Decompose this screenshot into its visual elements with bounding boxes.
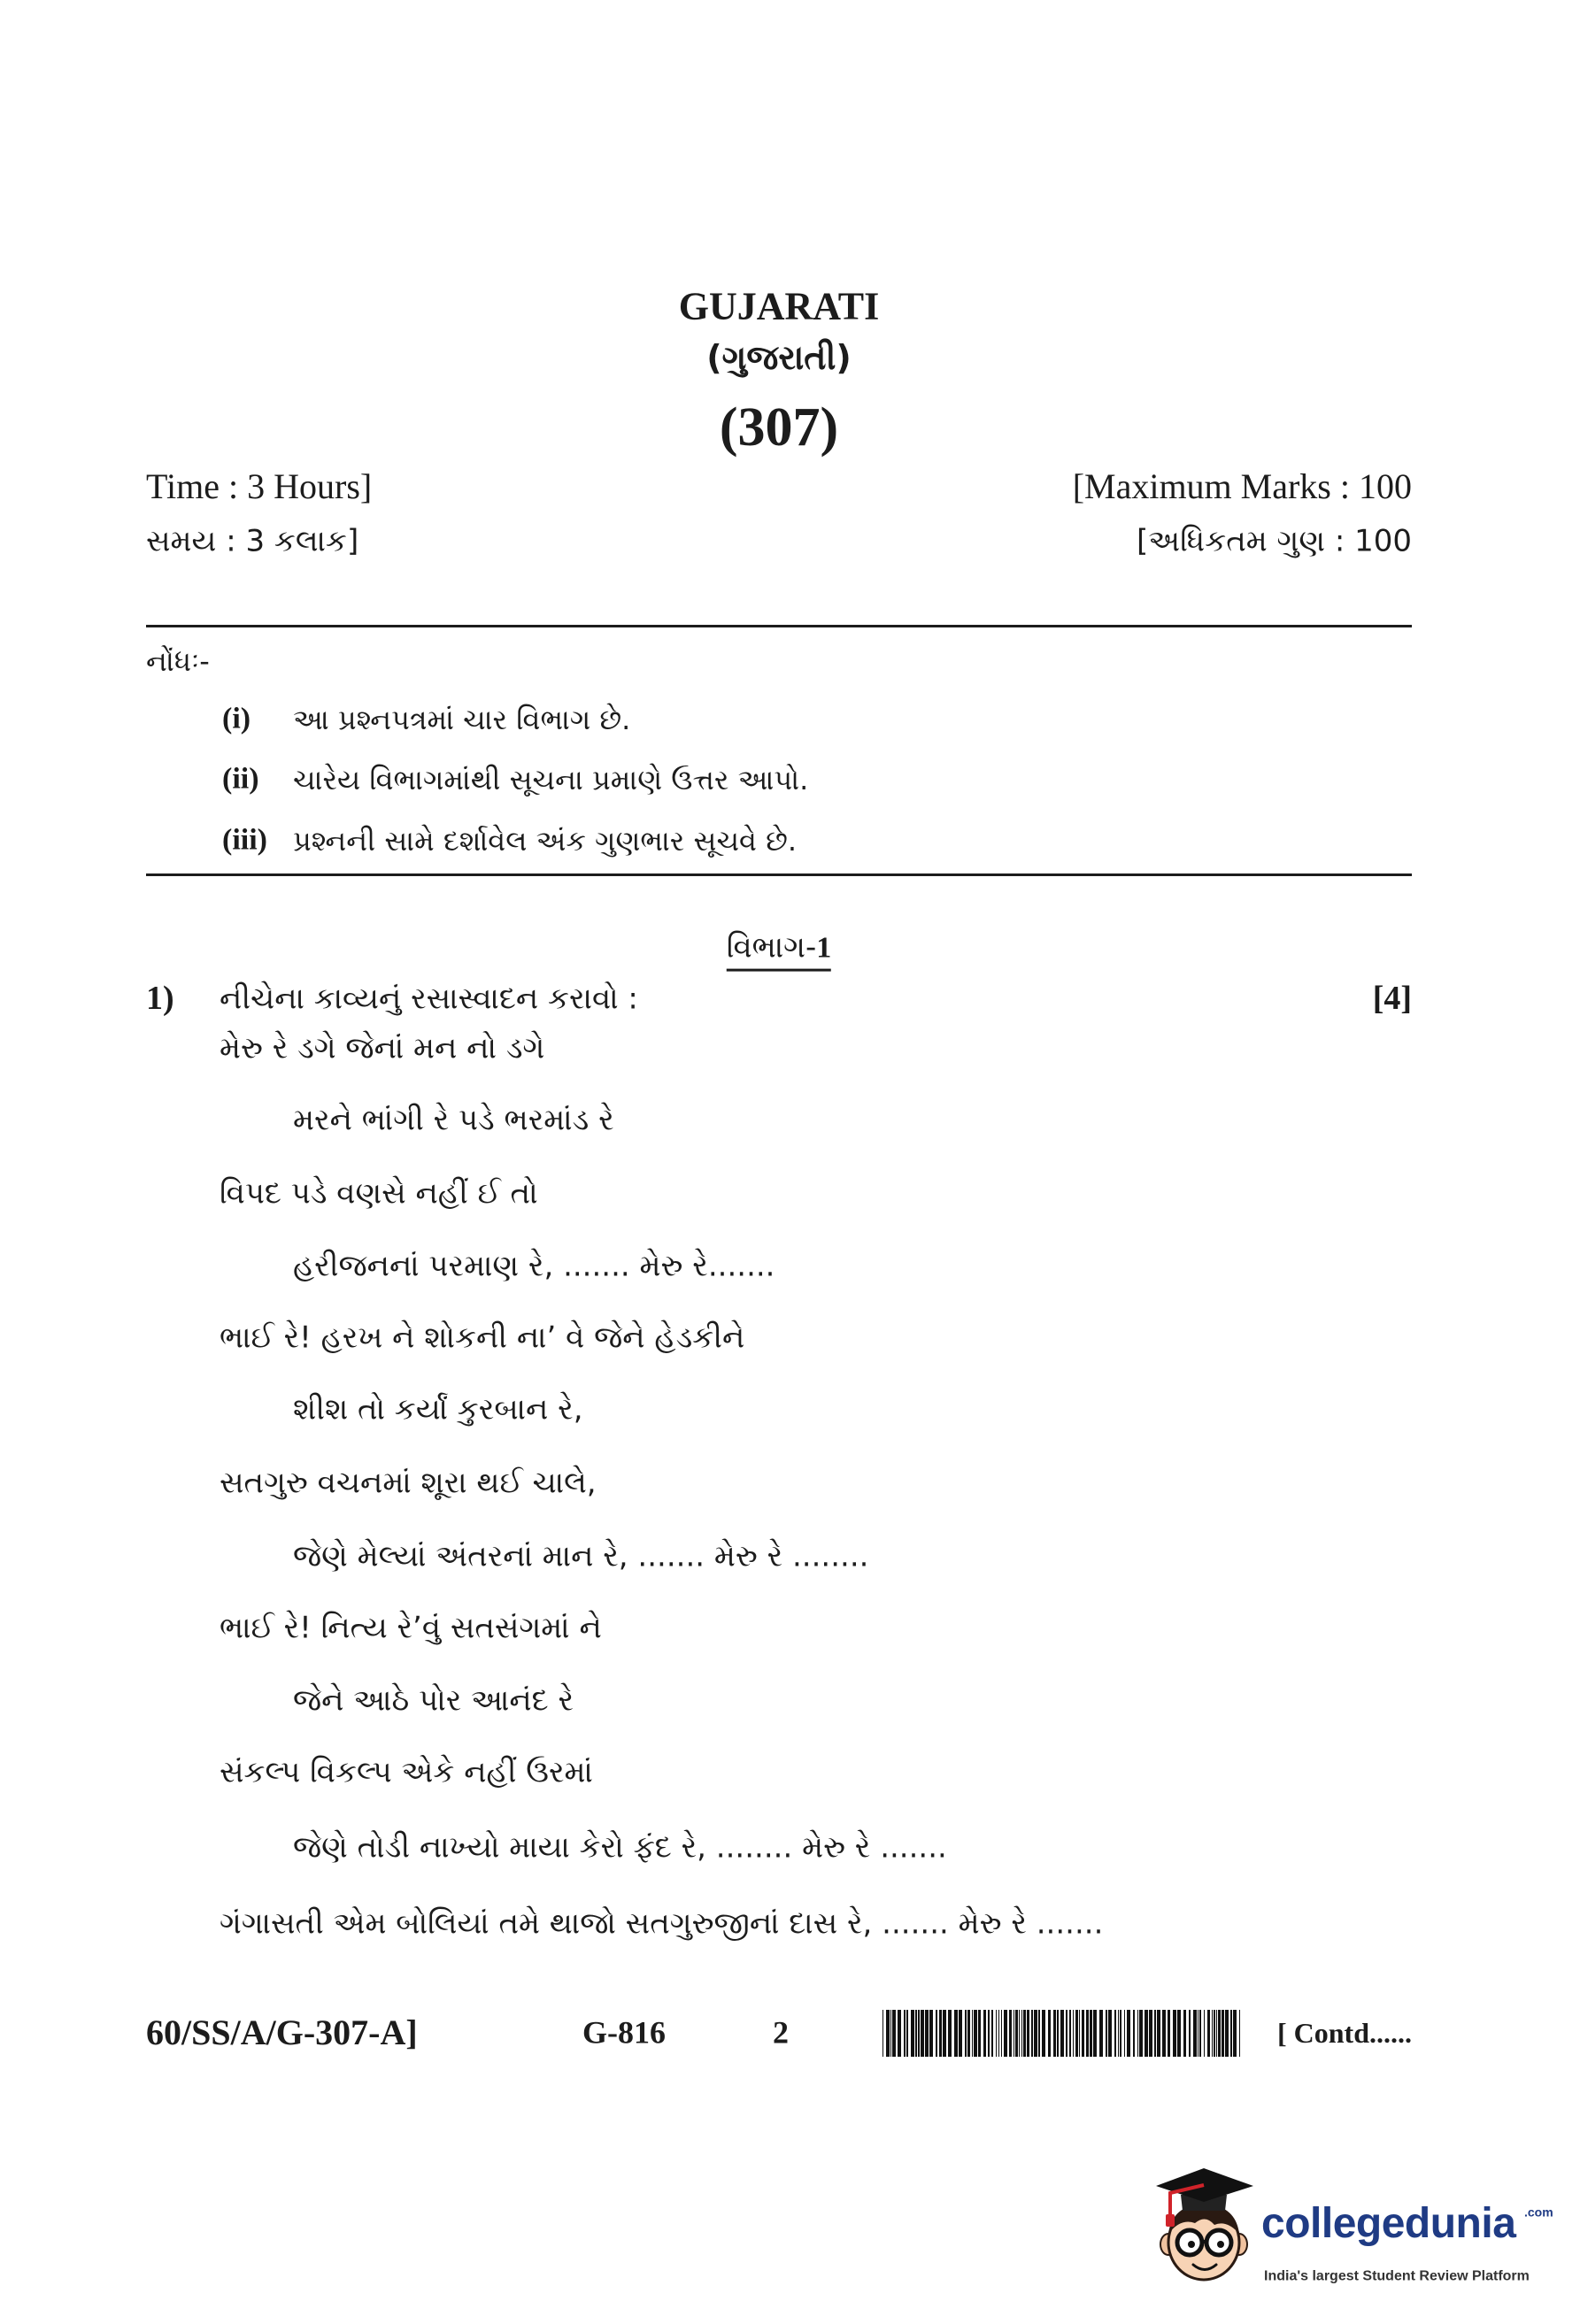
barcode-bar <box>1027 2010 1029 2057</box>
subject-title-gujarati: (ગુજરાતી) <box>706 338 852 378</box>
barcode-bar <box>954 2010 958 2057</box>
barcode-bar <box>1053 2010 1056 2057</box>
poem-line: જેણે તોડી નાખ્યો માયા કેરો ફંદ રે, ........ મેરુ રે ....... <box>293 1829 947 1866</box>
barcode-bar <box>886 2010 890 2057</box>
brand-domain: .com <box>1524 2205 1553 2220</box>
barcode-bar <box>1099 2010 1103 2057</box>
barcode-bar <box>1225 2010 1229 2057</box>
note-number: (i) <box>222 702 251 735</box>
barcode-bar <box>983 2010 986 2057</box>
barcode-bar <box>1090 2010 1092 2057</box>
barcode-bar <box>1189 2010 1191 2057</box>
barcode-bar <box>1079 2010 1080 2057</box>
barcode-bar <box>1042 2010 1045 2057</box>
mascot-icon <box>1149 2159 1260 2292</box>
poem-line: શીશ તો કર્યાં કુરબાન રે, <box>293 1391 583 1427</box>
barcode-bar <box>1060 2010 1064 2057</box>
barcode-bar <box>1154 2010 1156 2057</box>
note-text: ચારેય વિભાગમાંથી સૂચના પ્રમાણે ઉત્તર આપો. <box>293 762 809 796</box>
brand-wordmark: collegedunia <box>1261 2200 1516 2248</box>
barcode-bar <box>906 2010 908 2057</box>
barcode-bar <box>1168 2010 1170 2057</box>
barcode-bar <box>1009 2010 1012 2057</box>
mascot-tassel <box>1166 2214 1175 2227</box>
barcode-bar <box>1173 2010 1176 2057</box>
barcode-bar <box>911 2010 914 2057</box>
poem-line: હરીજનનાં પરમાણ રે, ....... મેરુ રે....... <box>293 1248 775 1284</box>
barcode-bar <box>1216 2010 1217 2057</box>
barcode-bar <box>918 2010 920 2057</box>
barcode-bar <box>972 2010 973 2057</box>
barcode-bar <box>1124 2010 1125 2057</box>
barcode-bar <box>1019 2010 1020 2057</box>
section-label: વિભાગ- <box>726 929 817 966</box>
subject-code: (307) <box>719 396 839 458</box>
poem-line: ગંગાસતી એમ બોલિયાં તમે થાજો સતગુરુજીનાં દાસ રે, ....... મેરુ રે ....... <box>220 1905 1104 1942</box>
barcode-bar <box>998 2010 999 2057</box>
barcode-bar <box>1038 2010 1040 2057</box>
subject-title: GUJARATI <box>678 284 880 328</box>
mascot-pupil-left <box>1188 2241 1195 2248</box>
barcode-bar <box>1212 2010 1213 2057</box>
poem-line: ભાઈ રે! નિત્ય રે’વું સતસંગમાં ને <box>220 1610 602 1646</box>
barcode <box>882 2010 1241 2057</box>
note-text: પ્રશ્નની સામે દર્શાવેલ અંક ગુણભાર સૂચવે છે. <box>293 823 798 858</box>
barcode-bar <box>1145 2010 1148 2057</box>
barcode-bar <box>925 2010 929 2057</box>
mascot-pupil-right <box>1217 2241 1224 2248</box>
divider-bottom <box>146 873 1412 876</box>
barcode-bar <box>890 2010 891 2057</box>
question-prompt: નીચેના કાવ્યનું રસાસ્વાદન કરાવો : <box>220 981 638 1017</box>
barcode-bar <box>1214 2010 1215 2057</box>
barcode-bar <box>939 2010 942 2057</box>
time-english: Time : 3 Hours] <box>146 466 373 506</box>
barcode-bar <box>967 2010 970 2057</box>
max-marks-gujarati: [અધિકતમ ગુણ : 100 <box>1136 523 1412 559</box>
barcode-bar <box>915 2010 917 2057</box>
barcode-bar <box>965 2010 967 2057</box>
barcode-bar <box>1021 2010 1022 2057</box>
poem-line: સતગુરુ વચનમાં શૂરા થઈ ચાલે, <box>220 1465 597 1501</box>
barcode-bar <box>1230 2010 1232 2057</box>
barcode-bar <box>898 2010 901 2057</box>
barcode-bar <box>991 2010 993 2057</box>
barcode-bar <box>921 2010 924 2057</box>
footer-continued: [ Contd...... <box>1276 2016 1412 2049</box>
barcode-bar <box>1034 2010 1037 2057</box>
barcode-bar <box>1218 2010 1221 2057</box>
barcode-bar <box>929 2010 933 2057</box>
barcode-bar <box>1133 2010 1135 2057</box>
barcode-bar <box>1193 2010 1197 2057</box>
barcode-bar <box>1004 2010 1007 2057</box>
barcode-bar <box>1075 2010 1078 2057</box>
question-marks: [4] <box>1372 980 1412 1018</box>
poem-line: મેરુ રે ડગે જેનાં મન નો ડગે <box>220 1030 545 1066</box>
barcode-bar <box>1114 2010 1116 2057</box>
barcode-bar <box>1239 2010 1240 2057</box>
section-number: 1 <box>816 931 832 965</box>
barcode-bar <box>978 2010 981 2057</box>
barcode-bar <box>1120 2010 1121 2057</box>
barcode-bar <box>988 2010 990 2057</box>
barcode-bar <box>1199 2010 1201 2057</box>
note-number: (ii) <box>222 762 259 796</box>
barcode-bar <box>1157 2010 1160 2057</box>
barcode-bar <box>1048 2010 1051 2057</box>
barcode-bar <box>974 2010 977 2057</box>
barcode-bar <box>936 2010 937 2057</box>
barcode-bar <box>948 2010 952 2057</box>
barcode-bar <box>1149 2010 1152 2057</box>
barcode-bar <box>882 2010 883 2057</box>
barcode-bar <box>1207 2010 1210 2057</box>
poem-line: જેણે મેલ્યાં અંતરનાં માન રે, ....... મેરુ રે ........ <box>293 1538 869 1574</box>
barcode-bar <box>1108 2010 1112 2057</box>
footer-paper-code: 60/SS/A/G-307-A] <box>146 2012 418 2052</box>
section-heading-underline <box>727 930 831 972</box>
barcode-bar <box>1183 2010 1186 2057</box>
barcode-bar <box>1086 2010 1089 2057</box>
max-marks-english: [Maximum Marks : 100 <box>1072 466 1412 506</box>
barcode-bar <box>1057 2010 1059 2057</box>
barcode-bar <box>1204 2010 1205 2057</box>
poem-line: વિપદ પડે વણસે નહીં ઈ તો <box>220 1175 538 1212</box>
note-text: આ પ્રશ્નપત્રમાં ચાર વિભાગ છે. <box>293 702 631 736</box>
brand-tagline: India's largest Student Review Platform <box>1264 2268 1530 2284</box>
barcode-bar <box>1031 2010 1033 2057</box>
barcode-bar <box>959 2010 962 2057</box>
poem-line: સંકલ્પ વિકલ્પ એકે નહીં ઉરમાં <box>220 1754 593 1790</box>
time-gujarati: સમય : 3 કલાક] <box>146 523 359 559</box>
barcode-bar <box>1082 2010 1084 2057</box>
barcode-bar <box>1139 2010 1143 2057</box>
barcode-bar <box>904 2010 906 2057</box>
barcode-bar <box>1066 2010 1067 2057</box>
barcode-bar <box>996 2010 997 2057</box>
barcode-bar <box>1073 2010 1074 2057</box>
barcode-bar <box>892 2010 896 2057</box>
footer-page-number: 2 <box>773 2014 789 2051</box>
barcode-bar <box>1177 2010 1181 2057</box>
barcode-bar <box>1015 2010 1018 2057</box>
poem-line: મરને ભાંગી રે પડે ભરમાંડ રે <box>293 1102 614 1138</box>
barcode-bar <box>1069 2010 1071 2057</box>
notes-heading: નોંધઃ- <box>146 643 210 678</box>
section-heading <box>727 930 831 972</box>
divider-top <box>146 625 1412 627</box>
barcode-bar <box>1162 2010 1166 2057</box>
barcode-bar <box>1106 2010 1107 2057</box>
barcode-bar <box>1137 2010 1138 2057</box>
barcode-bar <box>1127 2010 1130 2057</box>
question-number: 1) <box>146 980 174 1018</box>
barcode-bar <box>1233 2010 1237 2057</box>
barcode-bar <box>1222 2010 1224 2057</box>
barcode-bar <box>1001 2010 1002 2057</box>
poem-line: ભાઈ રે! હરખ ને શોકની ના’ વે જેને હેડકીને <box>220 1320 745 1356</box>
barcode-bar <box>1023 2010 1026 2057</box>
poem-line: જેને આઠે પોર આનંદ રે <box>293 1682 574 1719</box>
note-number: (iii) <box>222 823 267 857</box>
footer-series: G-816 <box>582 2014 666 2051</box>
barcode-bar <box>1118 2010 1119 2057</box>
barcode-bar <box>943 2010 946 2057</box>
barcode-bar <box>1093 2010 1097 2057</box>
